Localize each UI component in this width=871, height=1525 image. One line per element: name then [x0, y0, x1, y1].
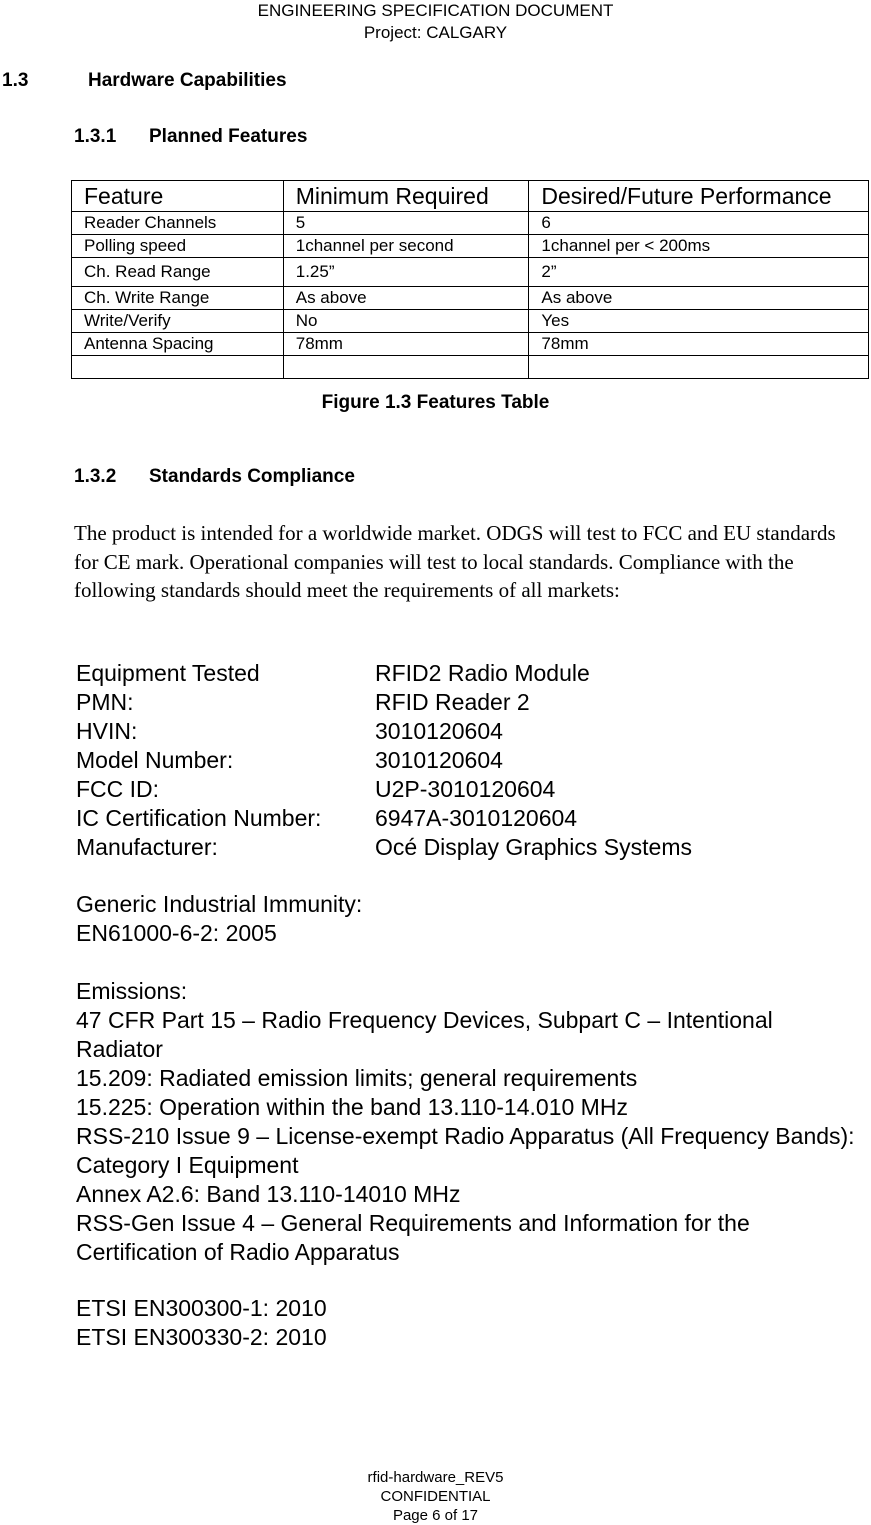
- table-cell: Write/Verify: [72, 310, 284, 333]
- emissions-line: RSS-210 Issue 9 – License-exempt Radio Apparatus (All Frequency Bands): Category I Equipment: [76, 1123, 855, 1178]
- table-cell: As above: [529, 287, 869, 310]
- table-row: [72, 287, 869, 310]
- page-number: Page 6 of 17: [392, 1507, 479, 1524]
- section-1-3-2-heading: [74, 466, 355, 488]
- spec-label: PMN:: [76, 689, 134, 715]
- emissions-line: 47 CFR Part 15 – Radio Frequency Devices, Subpart C – Intentional Radiator: [76, 1007, 773, 1062]
- emissions-title: Emissions:: [76, 978, 188, 1004]
- spec-label: Model Number:: [76, 747, 234, 773]
- emissions-line: 15.225: Operation within the band 13.110-14.010 MHz: [76, 1094, 628, 1120]
- spec-value: Océ Display Graphics Systems: [375, 834, 692, 860]
- table-row-empty: [72, 356, 869, 379]
- spec-row: [76, 804, 692, 833]
- table-header-row: [72, 181, 869, 212]
- table-cell: 1channel per < 200ms: [529, 235, 869, 258]
- table-cell: Ch. Read Range: [72, 258, 284, 287]
- page-footer: [0, 1468, 871, 1525]
- table-cell: As above: [283, 287, 529, 310]
- immunity-block: [76, 890, 866, 948]
- table-row: [72, 258, 869, 287]
- spec-row: [76, 688, 692, 717]
- spec-value: U2P-3010120604: [375, 776, 556, 802]
- classification: CONFIDENTIAL: [380, 1488, 491, 1505]
- spec-row: [76, 717, 692, 746]
- table-cell: 78mm: [529, 333, 869, 356]
- column-header: Desired/Future Performance: [529, 181, 869, 212]
- spec-row: [76, 746, 692, 775]
- table-row: [72, 212, 869, 235]
- spec-row: [76, 833, 692, 862]
- table-row: [72, 310, 869, 333]
- features-table: [71, 180, 869, 379]
- table-cell: 6: [529, 212, 869, 235]
- table-cell: Polling speed: [72, 235, 284, 258]
- etsi-standard: ETSI EN300330-2: 2010: [76, 1324, 327, 1350]
- table-cell: 2”: [529, 258, 869, 287]
- spec-value: RFID2 Radio Module: [375, 660, 590, 686]
- table-cell: Antenna Spacing: [72, 333, 284, 356]
- project-name: Project: CALGARY: [363, 23, 508, 42]
- spec-value: 6947A-3010120604: [375, 805, 578, 831]
- spec-label: Equipment Tested: [76, 660, 260, 686]
- compliance-paragraph: The product is intended for a worldwide market. ODGS will test to FCC and EU standards for CE mark. Operational companies will test to local standards. Compliance with the following standards should meet the requirements of all markets:: [74, 521, 836, 602]
- spec-value: 3010120604: [375, 718, 503, 744]
- section-1-3-heading: [2, 70, 287, 92]
- etsi-standard: ETSI EN300300-1: 2010: [76, 1295, 327, 1321]
- table-cell: 5: [283, 212, 529, 235]
- table-row: [72, 235, 869, 258]
- emissions-line: Annex A2.6: Band 13.110-14010 MHz: [76, 1181, 461, 1207]
- spec-label: IC Certification Number:: [76, 805, 322, 831]
- table-cell: [529, 356, 869, 379]
- immunity-standard: EN61000-6-2: 2005: [76, 920, 277, 946]
- table-cell: 78mm: [283, 333, 529, 356]
- section-number: 1.3: [2, 70, 29, 91]
- column-header: Feature: [72, 181, 284, 212]
- table-cell: No: [283, 310, 529, 333]
- equipment-spec-list: [76, 659, 692, 862]
- table-cell: [72, 356, 284, 379]
- section-title: Standards Compliance: [149, 466, 355, 487]
- section-title: Planned Features: [149, 126, 308, 147]
- table-row: [72, 333, 869, 356]
- section-title: Hardware Capabilities: [88, 70, 287, 91]
- spec-row: [76, 659, 692, 688]
- page-header: [0, 0, 871, 44]
- spec-label: HVIN:: [76, 718, 138, 744]
- document-title: ENGINEERING SPECIFICATION DOCUMENT: [257, 1, 614, 20]
- table-cell: Ch. Write Range: [72, 287, 284, 310]
- table-cell: [283, 356, 529, 379]
- table-cell: Yes: [529, 310, 869, 333]
- section-1-3-1-heading: [74, 126, 307, 148]
- section-number: 1.3.1: [74, 126, 117, 147]
- table-cell: 1.25”: [283, 258, 529, 287]
- spec-row: [76, 775, 692, 804]
- spec-value: 3010120604: [375, 747, 503, 773]
- column-header: Minimum Required: [283, 181, 529, 212]
- immunity-title: Generic Industrial Immunity:: [76, 891, 363, 917]
- table-cell: Reader Channels: [72, 212, 284, 235]
- spec-label: FCC ID:: [76, 776, 160, 802]
- etsi-block: [76, 1294, 866, 1352]
- spec-value: RFID Reader 2: [375, 689, 530, 715]
- emissions-line: 15.209: Radiated emission limits; general requirements: [76, 1065, 638, 1091]
- figure-caption: Figure 1.3 Features Table: [321, 392, 550, 413]
- emissions-line: RSS-Gen Issue 4 – General Requirements and Information for the Certification of Radio Apparatus: [76, 1210, 750, 1265]
- emissions-block: [76, 977, 866, 1267]
- spec-label: Manufacturer:: [76, 834, 218, 860]
- section-number: 1.3.2: [74, 466, 117, 487]
- table-cell: 1channel per second: [283, 235, 529, 258]
- file-name: rfid-hardware_REV5: [367, 1469, 504, 1486]
